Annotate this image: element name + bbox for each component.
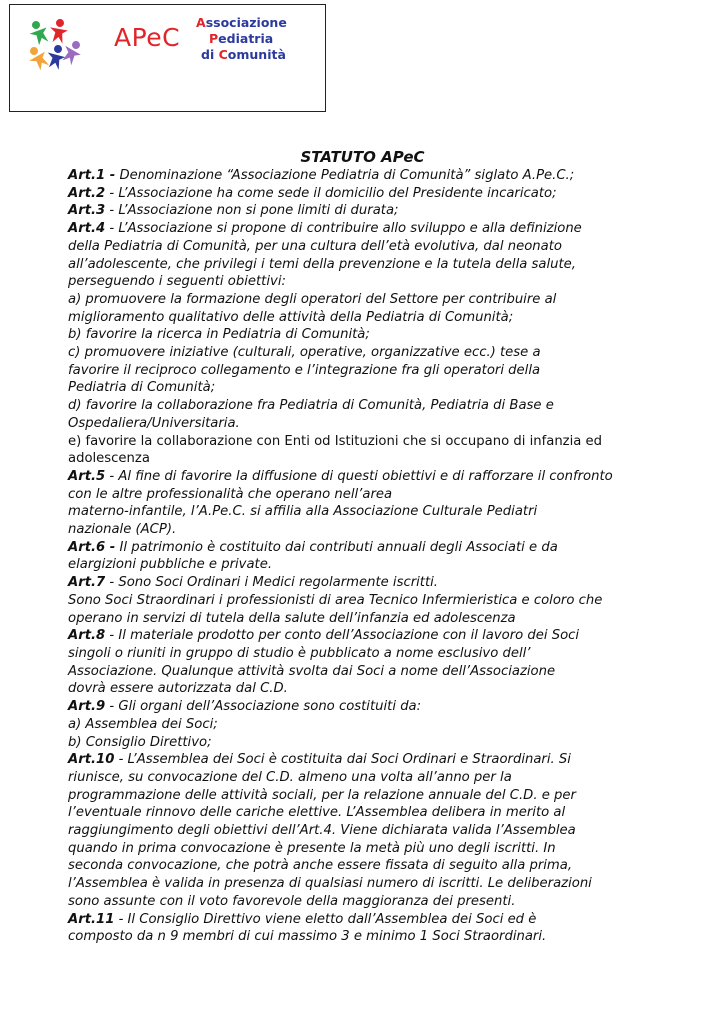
- statute-line: [68, 468, 658, 486]
- statute-line: [68, 291, 658, 309]
- statute-line: [68, 415, 658, 433]
- statute-line-text: riunisce, su convocazione del C.D. almeno una volta all’anno per la: [68, 769, 512, 785]
- statute-line-text: perseguendo i seguenti obiettivi:: [68, 274, 286, 290]
- statute-line-text: a) Assemblea dei Soci;: [68, 716, 218, 732]
- statute-line-text: quando in prima convocazione è presente la metà più uno degli iscritti. In: [68, 840, 556, 856]
- article-number: Art.10: [68, 752, 115, 768]
- statute-line-text: l’Assemblea è valida in presenza di qualsiasi numero di iscritti. Le deliberazioni: [68, 876, 592, 892]
- child-figure-icon: [44, 43, 68, 71]
- statute-line: [68, 663, 658, 681]
- association-name-line-2: Pediatria: [209, 31, 274, 46]
- statute-line: [68, 486, 658, 504]
- statute-line-text: - Il materiale prodotto per conto dell’Associazione con il lavoro dei Soci: [105, 628, 580, 644]
- statute-line-text: favorire il reciproco collegamento e l’integrazione fra gli operatori della: [68, 362, 541, 378]
- statute-body: [68, 167, 658, 946]
- statute-line: [68, 857, 658, 875]
- child-figure-icon: [26, 18, 51, 47]
- statute-line-text: adolescenza: [68, 451, 150, 467]
- statute-line: [68, 645, 658, 663]
- statute-line: [68, 574, 658, 592]
- statute-line: [68, 928, 658, 946]
- statute-line: [68, 273, 658, 291]
- statute-line-text: - Il Consiglio Direttivo viene eletto dall’Assemblea dei Soci ed è: [114, 911, 537, 927]
- statute-line: [68, 220, 658, 238]
- statute-line-text: Il patrimonio è costituito dai contributi annuali degli Associati e da: [115, 539, 558, 555]
- statute-line-text: - Al fine di favorire la diffusione di questi obiettivi e di rafforzare il confronto: [105, 468, 613, 484]
- article-number: Art.2: [68, 185, 106, 201]
- child-figure-icon: [24, 43, 52, 73]
- article-number: Art.11: [68, 911, 115, 927]
- statute-line: [68, 521, 658, 539]
- statute-line-text: Denominazione “Associazione Pediatria di Comunità” siglato A.Pe.C.;: [115, 168, 575, 183]
- statute-line: [68, 309, 658, 327]
- statute-line-text: miglioramento qualitativo delle attività della Pediatria di Comunità;: [68, 309, 514, 325]
- statute-line-text: c) promuovere iniziative (culturali, operative, organizzative ecc.) tese a: [68, 345, 541, 361]
- statute-line: [68, 822, 658, 840]
- statute-line: [68, 698, 658, 716]
- logo-box: [9, 4, 326, 112]
- statute-line-text: con le altre professionalità che operano nell’area: [68, 486, 393, 502]
- article-number: Art.9: [68, 699, 106, 715]
- statute-line-text: composto da n 9 membri di cui massimo 3 e minimo 1 Soci Straordinari.: [68, 929, 547, 945]
- statute-line: [68, 326, 658, 344]
- statute-line: [68, 503, 658, 521]
- statute-line: [68, 256, 658, 274]
- article-number: Art.8: [68, 628, 106, 644]
- statute-line-text: raggiungimento degli obiettivi dell’Art.4. Viene dichiarata valida l’Assemblea: [68, 823, 576, 839]
- statute-line-text: della Pediatria di Comunità, per una cultura dell’età evolutiva, dal neonato: [68, 238, 562, 254]
- article-number: Art.7: [68, 575, 106, 591]
- statute-line-text: - L’Associazione ha come sede il domicilio del Presidente incaricato;: [105, 185, 557, 201]
- statute-line: [68, 911, 658, 929]
- article-number: Art.6 -: [68, 539, 116, 555]
- statute-line: [68, 875, 658, 893]
- statute-line-text: elargizioni pubbliche e private.: [68, 557, 273, 573]
- article-number: Art.1 -: [68, 168, 116, 183]
- article-number: Art.4: [68, 221, 106, 237]
- association-name-line-3: di Comunità: [201, 47, 286, 62]
- statute-line: [68, 556, 658, 574]
- statute-line-text: - L’Associazione si propone di contribuire allo sviluppo e alla definizione: [105, 221, 582, 237]
- statute-line-text: b) Consiglio Direttivo;: [68, 734, 212, 750]
- statute-line: [68, 627, 658, 645]
- statute-line-text: d) favorire la collaborazione fra Pediatria di Comunità, Pediatria di Base e: [68, 398, 554, 414]
- statute-line: [68, 592, 658, 610]
- statute-line-text: materno-infantile, l’A.Pe.C. si affilia alla Associazione Culturale Pediatri: [68, 504, 538, 520]
- statute-line: [68, 397, 658, 415]
- statute-line-text: - L’Assemblea dei Soci è costituita dai Soci Ordinari e Straordinari. Si: [114, 752, 571, 768]
- statute-line: [68, 716, 658, 734]
- statute-line-text: all’adolescente, che privilegi i temi della prevenzione e la tutela della salute,: [68, 256, 576, 272]
- statute-line-text: Ospedaliera/Universitaria.: [68, 415, 240, 431]
- statute-line-text: sono assunte con il voto favorevole della maggioranza dei presenti.: [68, 893, 516, 909]
- statute-line-text: l’eventuale rinnovo delle cariche elettive. L’Assemblea delibera in merito al: [68, 805, 566, 821]
- statute-line: [68, 610, 658, 628]
- statute-line: [68, 379, 658, 397]
- statute-line: [68, 433, 658, 451]
- document-title: STATUTO APeC: [300, 148, 425, 166]
- statute-line-text: singoli o riuniti in gruppo di studio è pubblicato a nome esclusivo dell’: [68, 645, 531, 661]
- statute-line: [68, 450, 658, 468]
- statute-line: [68, 167, 658, 185]
- statute-line: [68, 202, 658, 220]
- statute-line-text: a) promuovere la formazione degli operatori del Settore per contribuire al: [68, 291, 557, 307]
- statute-line: [68, 840, 658, 858]
- statute-line-text: e) favorire la collaborazione con Enti od Istituzioni che si occupano di infanzia ed: [68, 433, 603, 449]
- article-number: Art.5: [68, 468, 106, 484]
- statute-line: [68, 344, 658, 362]
- statute-line-text: Pediatria di Comunità;: [68, 380, 216, 396]
- statute-line: [68, 238, 658, 256]
- statute-line-text: - L’Associazione non si pone limiti di durata;: [105, 203, 399, 219]
- statute-line-text: - Gli organi dell’Associazione sono costituiti da:: [105, 699, 422, 715]
- logo-text: APeC: [114, 23, 181, 52]
- statute-line: [68, 185, 658, 203]
- statute-line-text: Sono Soci Straordinari i professionisti di area Tecnico Infermieristica e coloro che: [68, 592, 603, 608]
- children-figures-logo: [20, 15, 92, 79]
- statute-line: [68, 539, 658, 557]
- statute-line: [68, 362, 658, 380]
- statute-line: [68, 769, 658, 787]
- article-number: Art.3: [68, 203, 106, 219]
- statute-line: [68, 734, 658, 752]
- statute-line: [68, 893, 658, 911]
- association-name-line-1: Associazione: [196, 15, 287, 30]
- statute-line-text: - Sono Soci Ordinari i Medici regolarmente iscritti.: [105, 575, 438, 591]
- statute-line-text: operano in servizi di tutela della salute dell’infanzia ed adolescenza: [68, 610, 516, 626]
- statute-line-text: seconda convocazione, che potrà anche essere fissata di seguito alla prima,: [68, 858, 573, 874]
- statute-line-text: b) favorire la ricerca in Pediatria di Comunità;: [68, 327, 370, 343]
- association-name: [196, 15, 287, 63]
- statute-line-text: Associazione. Qualunque attività svolta dai Soci a nome dell’Associazione: [68, 663, 556, 679]
- child-figure-icon: [48, 17, 70, 44]
- statute-line-text: programmazione delle attività sociali, per la relazione annuale del C.D. e per: [68, 787, 576, 803]
- statute-line-text: dovrà essere autorizzata dal C.D.: [68, 681, 288, 697]
- statute-line: [68, 680, 658, 698]
- statute-line: [68, 751, 658, 769]
- statute-line-text: nazionale (ACP).: [68, 522, 177, 538]
- statute-line: [68, 804, 658, 822]
- statute-line: [68, 787, 658, 805]
